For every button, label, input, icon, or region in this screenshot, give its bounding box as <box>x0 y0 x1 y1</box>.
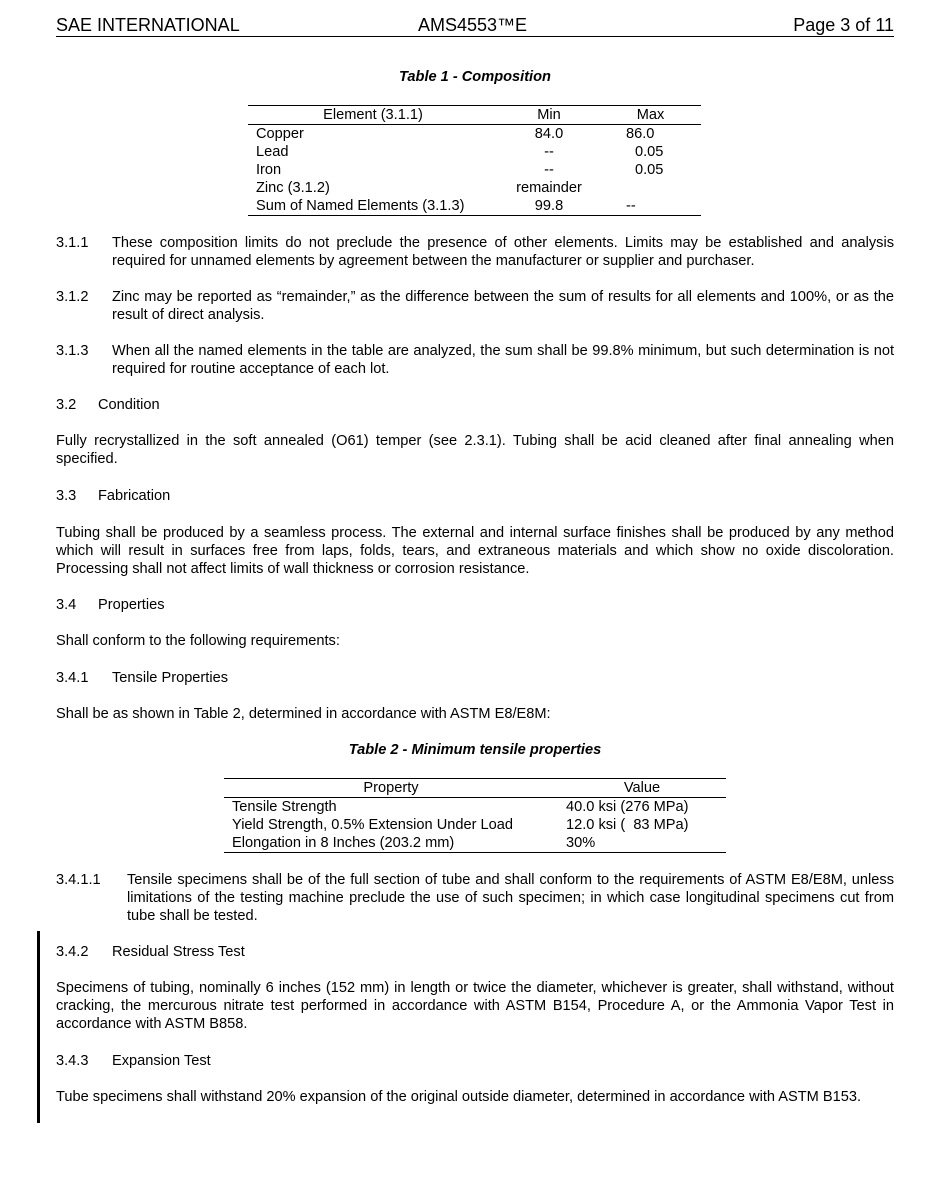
section-title: Residual Stress Test <box>112 944 245 960</box>
element-cell: Sum of Named Elements (3.1.3) <box>248 197 498 216</box>
column-header: Property <box>224 779 558 798</box>
table-row <box>224 798 726 817</box>
tensile-properties-table <box>224 778 726 853</box>
property-cell: Tensile Strength <box>232 799 337 815</box>
page-header <box>56 14 894 37</box>
section-number: 3.4.1 <box>56 670 89 686</box>
property-cell: Yield Strength, 0.5% Extension Under Load <box>232 817 513 833</box>
section-text: When all the named elements in the table are analyzed, the sum shall be 99.8% minimum, but such determination is not required for routine acceptance of each lot. <box>112 343 894 377</box>
section-number: 3.4.2 <box>56 944 89 960</box>
table-row <box>224 834 726 853</box>
section-text: Tubing shall be produced by a seamless process. The external and internal surface finishes shall be produced by any method which will result in surfaces free from laps, folds, tears, and extraneous materials and which show no oxide discoloration. Processing shall not affect limits of wall thickness or corrosion resistance. <box>56 525 894 577</box>
column-header: Max <box>600 106 701 125</box>
max-cell <box>600 179 701 197</box>
table-header-row <box>224 779 726 798</box>
section-text: Fully recrystallized in the soft annealed (O61) temper (see 2.3.1). Tubing shall be acid cleaned after final annealing when specified. <box>56 433 894 467</box>
table-row <box>248 179 701 197</box>
revision-change-bar <box>37 931 40 1123</box>
element-cell: Copper <box>256 126 304 142</box>
section-number: 3.4.1.1 <box>56 872 101 888</box>
section-number: 3.1.3 <box>56 343 89 359</box>
section-number: 3.1.2 <box>56 289 89 305</box>
section-number: 3.4 <box>56 597 77 613</box>
section-title: Expansion Test <box>112 1053 211 1069</box>
column-header: Min <box>498 106 600 125</box>
max-cell: 86.0 <box>626 126 655 142</box>
section-number: 3.3 <box>56 488 77 504</box>
column-header: Element (3.1.1) <box>248 106 498 125</box>
table-row <box>248 197 701 216</box>
section-title: Tensile Properties <box>112 670 228 686</box>
table-row <box>224 816 726 834</box>
max-cell: 0.05 <box>635 144 664 160</box>
column-header: Value <box>558 779 726 798</box>
min-cell: remainder <box>516 180 582 196</box>
max-cell: 0.05 <box>635 162 664 178</box>
value-cell: 40.0 ksi (276 MPa) <box>566 799 689 815</box>
section-text: Tube specimens shall withstand 20% expansion of the original outside diameter, determined in accordance with ASTM B153. <box>56 1089 861 1105</box>
section-title: Fabrication <box>98 488 171 504</box>
value-cell: 12.0 ksi ( 83 MPa) <box>566 817 689 833</box>
header-org: SAE INTERNATIONAL <box>56 15 240 35</box>
section-title: Properties <box>98 597 165 613</box>
value-cell: 30% <box>558 834 726 853</box>
table-row <box>248 143 701 161</box>
section-text: These composition limits do not preclude the presence of other elements. Limits may be established and analysis required for unnamed elements by agreement between the manufacturer or supplier and purchaser. <box>112 235 894 269</box>
min-cell: 99.8 <box>498 197 600 216</box>
element-cell: Lead <box>256 144 289 160</box>
min-cell: -- <box>544 144 554 160</box>
section-text: Shall be as shown in Table 2, determined in accordance with ASTM E8/E8M: <box>56 706 551 722</box>
header-page-number: Page 3 of 11 <box>793 15 894 35</box>
header-doc-id: AMS4553™E <box>418 15 528 35</box>
min-cell: 84.0 <box>534 126 564 142</box>
section-number: 3.4.3 <box>56 1053 89 1069</box>
composition-table <box>248 105 701 216</box>
max-cell: -- <box>600 197 701 216</box>
table1-caption: Table 1 - Composition <box>399 69 551 85</box>
section-title: Condition <box>98 397 160 413</box>
table2-caption: Table 2 - Minimum tensile properties <box>348 742 602 758</box>
section-number: 3.1.1 <box>56 235 89 251</box>
section-number: 3.2 <box>56 397 77 413</box>
section-text: Zinc may be reported as “remainder,” as the difference between the sum of results for all elements and 100%, or as the result of direct analysis. <box>112 289 894 323</box>
section-text: Specimens of tubing, nominally 6 inches (152 mm) in length or twice the diameter, whichever is greater, shall withstand, without cracking, the mercurous nitrate test performed in accordance with ASTM B154, Procedure A, or the Ammonia Vapor Test in accordance with ASTM B858. <box>56 980 894 1032</box>
element-cell: Iron <box>256 162 282 178</box>
min-cell: -- <box>544 162 554 178</box>
table-row <box>248 161 701 179</box>
property-cell: Elongation in 8 Inches (203.2 mm) <box>224 834 558 853</box>
table-header-row <box>248 106 701 125</box>
table-row <box>248 125 701 144</box>
section-text: Tensile specimens shall be of the full section of tube and shall conform to the requirements of ASTM E8/E8M, unless limitations of the testing machine preclude the use of such specimen; in which case longitudinal specimens cut from tube shall be tested. <box>127 872 894 924</box>
element-cell: Zinc (3.1.2) <box>256 180 330 196</box>
section-text: Shall conform to the following requirements: <box>56 633 340 649</box>
